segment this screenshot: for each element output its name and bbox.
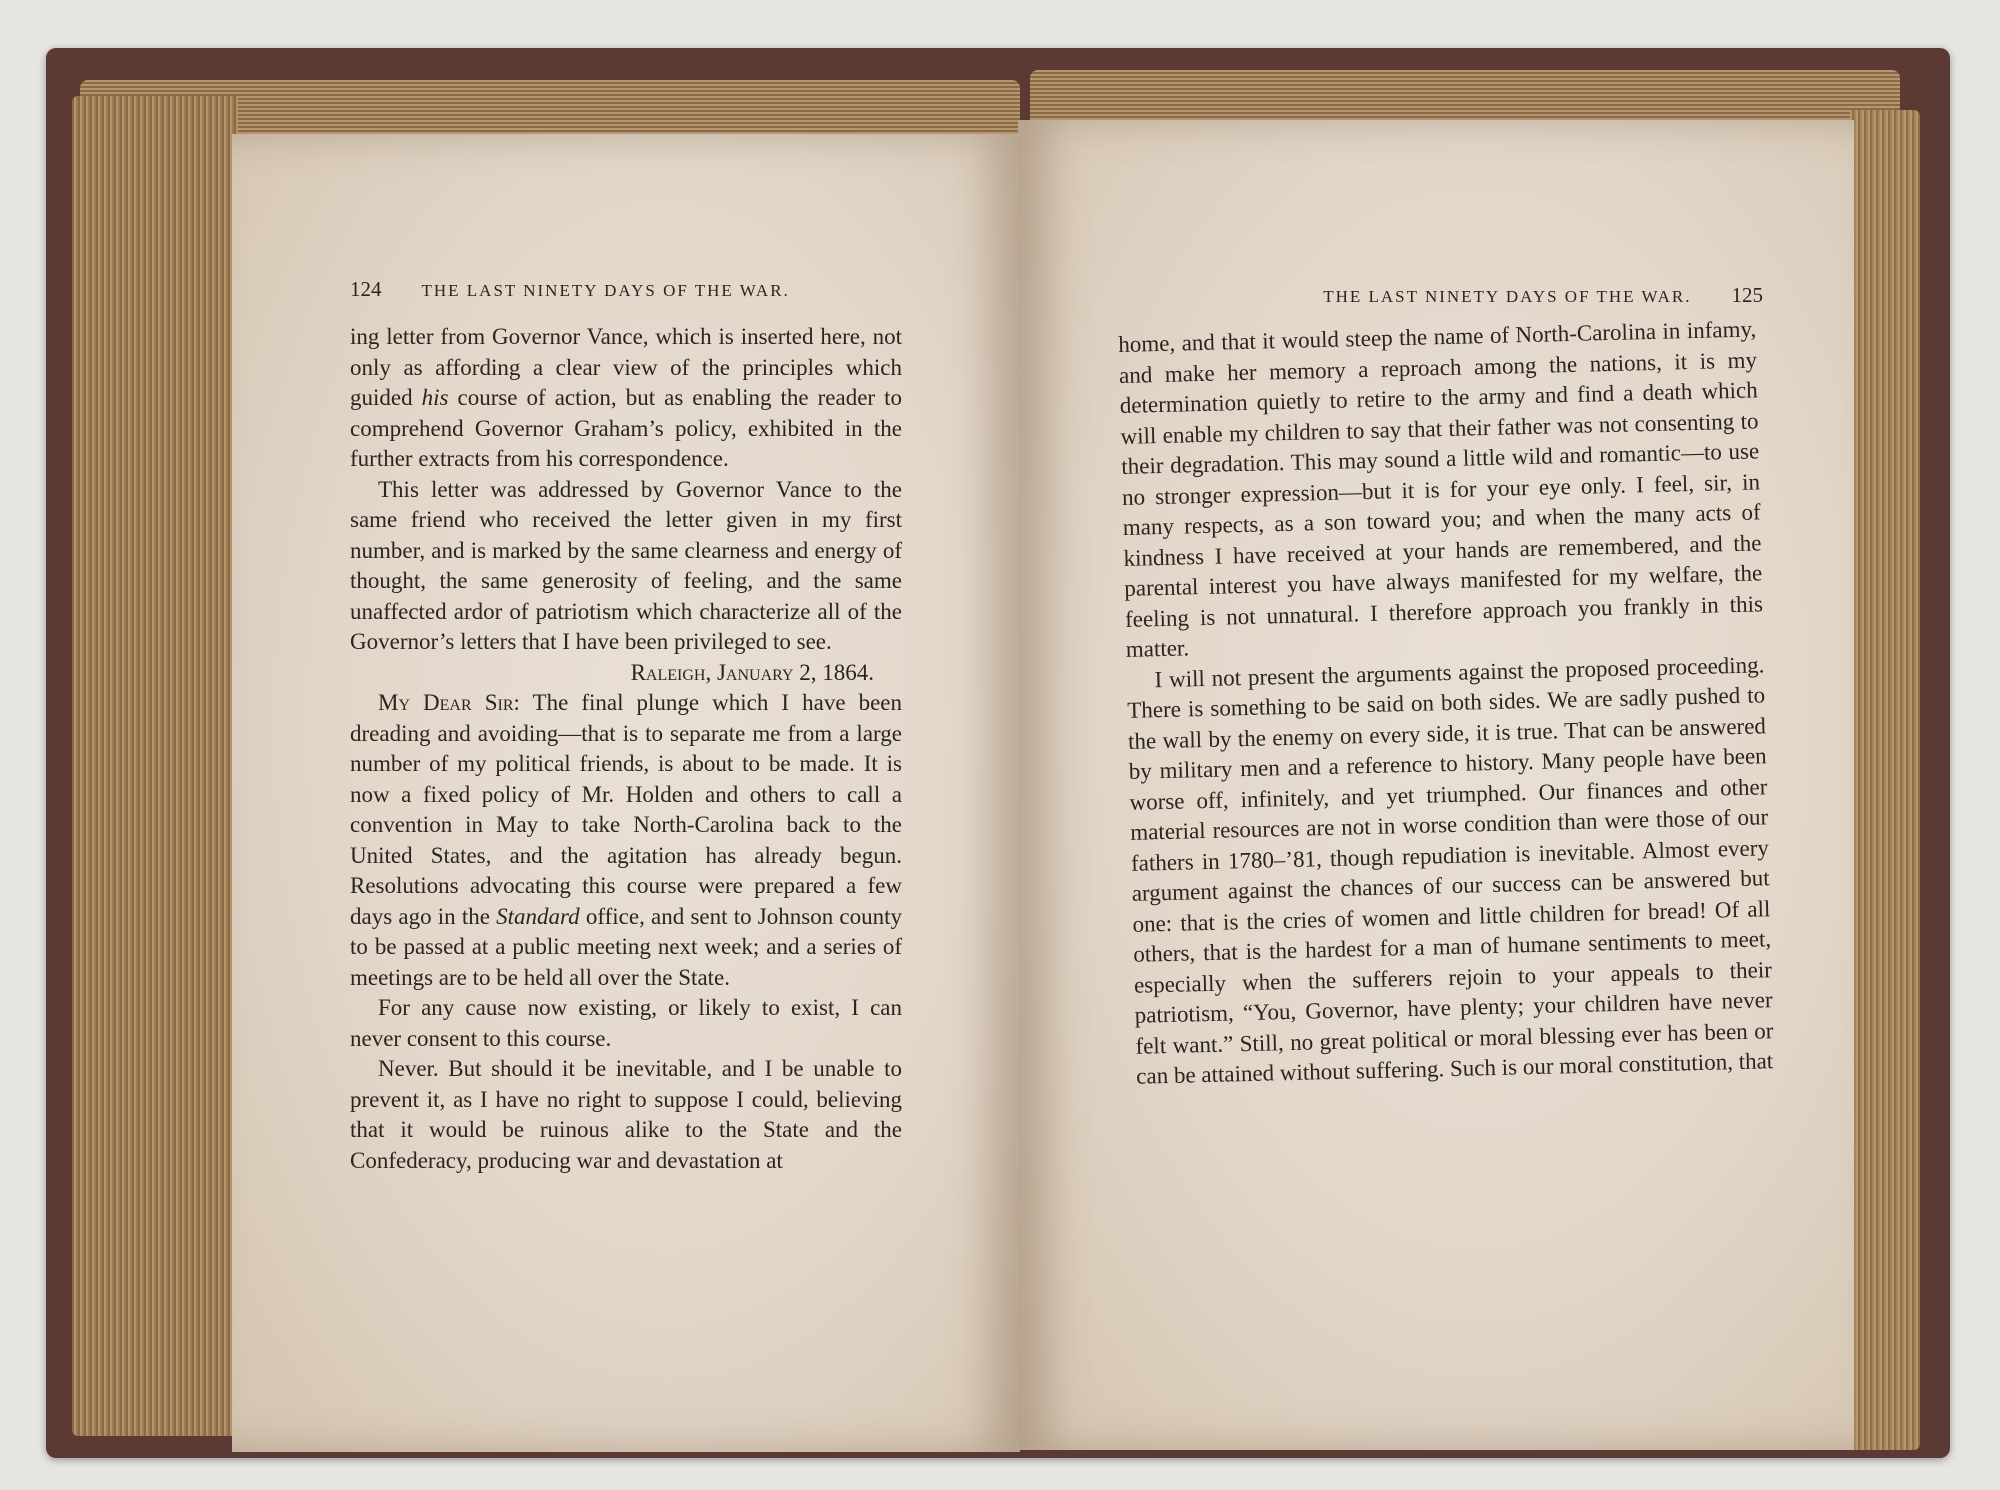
right-body-text (1118, 314, 1774, 1092)
left-body-text (350, 322, 902, 1176)
right-page (1018, 120, 1854, 1450)
right-running-title: THE LAST NINETY DAYS OF THE WAR. (1323, 287, 1692, 306)
page-edges-right (1850, 110, 1920, 1450)
right-running-head (1223, 280, 1763, 313)
text-run: course of action, but as enabling the reader to comprehend Governor Graham’s policy, exhibited in the further extracts from his correspondence. (350, 385, 902, 471)
paragraph (350, 688, 902, 993)
paragraph: For any cause now existing, or likely to exist, I can never consent to this course. (350, 995, 902, 1051)
letter-dateline: Raleigh, January 2, 1864. (630, 659, 874, 685)
paragraph: home, and that it would steep the name of North-Carolina in infamy, and make her memory a reproach among the nations, it is my determination quietly to retire to the army and find a death which will enable my children to say that their father was not consenting to their degradation. This may sound a little wild and romantic—to use no stronger expression—but it is for your eye only. I feel, sir, in many respects, as a son toward you; and when the many acts of kindness I have received at your hands are remembered, and the parental interest you have always manifested for my welfare, the feeling is not unnatural. I therefore approach you frankly in this matter. (1118, 316, 1764, 662)
paragraph: Never. But should it be inevitable, and I be unable to prevent it, as I have no right to suppose I could, believing that it would be ruinous alike to the State and the Confederacy, producing war and devastation at (350, 1056, 902, 1173)
left-running-head (350, 274, 910, 307)
paragraph: I will not present the arguments against the proposed proceeding. There is something to be said on both sides. We are sadly pushed to the wall by the enemy on every side, it is true. That can be answered by military men and a reference to history. Many people have been worse off, infinitely, and yet triumphed. Our finances and other material resources are not in worse condition than were those of our fathers in 1780–’81, though repudiation is inevitable. Almost every argument against the chances of our success can be answered but one: that is the cries of women and little children for bread! Of all others, that is the hardest for a man of humane sentiments to meet, especially when the sufferers rejoin to your appeals to their patriotism, “You, Governor, have plenty; your children have never felt want.” Still, no great political or moral blessing ever has been or can be attained without suffering. Such is our moral constitution, that (1126, 651, 1774, 1089)
text-run: ing letter from Governor Vance, which is inserted here, not only as affording a clear view of the principles which guided (350, 324, 902, 410)
page-edges-left (72, 96, 238, 1436)
text-run: The final plunge which I have been dreading and avoiding—that is to separate me from a large number of my political friends, is about to be made. It is now a fixed policy of Mr. Holden and others to call a convention in May to take North-Carolina back to the United States, and the agitation has already begun. Resolutions advocating this course were prepared a few days ago in the (350, 690, 902, 929)
paragraph (350, 322, 902, 475)
letter-salutation: My Dear Sir: (378, 690, 520, 715)
emphasis: his (421, 385, 449, 410)
left-running-title: THE LAST NINETY DAYS OF THE WAR. (421, 281, 790, 300)
right-page-number: 125 (1731, 283, 1763, 307)
left-page (232, 134, 1020, 1452)
left-page-number: 124 (350, 277, 382, 301)
text-run: office, and sent to Johnson county to be passed at a public meeting next week; and a series of meetings are to be held all over the State. (350, 903, 902, 990)
paragraph: This letter was addressed by Governor Vance to the same friend who received the letter given in my first number, and is marked by the same clearness and energy of thought, the same generosity of feeling, and the same unaffected ardor of patriotism which characterize all of the Governor’s letters that I have been privileged to see. (350, 476, 902, 654)
emphasis: Standard (496, 903, 580, 929)
